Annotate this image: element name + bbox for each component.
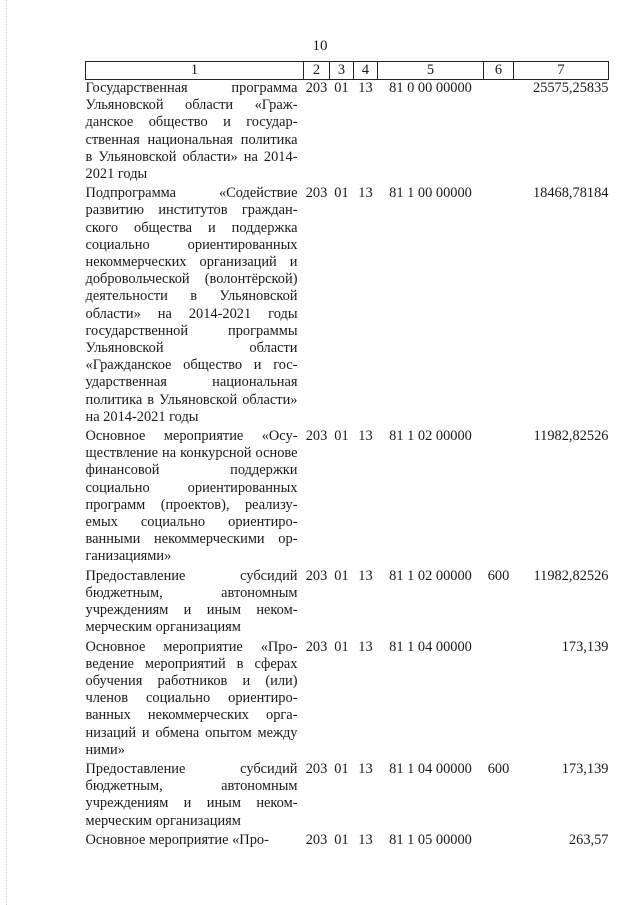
subsection-code: 13 [358,567,373,584]
subsection-code: 13 [358,80,373,96]
column-header: 2 [304,62,330,80]
column-header: 1 [86,62,304,80]
amount: 11982,82526 [533,567,609,584]
table-row [86,639,609,761]
target-article-code: 81 1 04 00000 [389,638,472,655]
table-row [86,761,609,832]
amount: 18468,78184 [532,185,609,202]
binding-edge-line [6,0,7,905]
table-row [86,80,609,186]
expense-type-code [484,832,514,851]
ministry-code: 203 [305,831,328,848]
target-article-code: 81 1 04 00000 [389,760,472,777]
section-code: 01 [334,428,349,445]
target-article-code: 81 0 00 00000 [389,80,472,96]
ministry-code: 203 [305,185,328,202]
item-name: Основное мероприятие «Про- [85,831,269,848]
amount: 173,139 [561,638,609,655]
column-header: 5 [378,62,484,80]
expense-type-code: 600 [487,567,510,584]
ministry-code: 203 [305,760,328,777]
subsection-code: 13 [358,638,373,655]
item-name: Государственная программа Ульяновской области «Гражданское общество и государственная национальная политика в Ульяновской области» на 2014-2021 годы [85,80,298,183]
ministry-code: 203 [305,428,328,445]
ministry-code: 203 [305,638,328,655]
amount: 173,139 [561,760,609,777]
section-code: 01 [334,80,349,96]
ministry-code: 203 [305,567,328,584]
target-article-code: 81 1 00 00000 [389,185,472,202]
column-header: 3 [330,62,354,80]
column-header: 7 [514,62,609,80]
target-article-code: 81 1 02 00000 [389,567,472,584]
section-code: 01 [334,760,349,777]
table-header-row [86,62,609,80]
column-header: 4 [354,62,378,80]
target-article-code: 81 1 05 00000 [389,831,472,848]
table-row [86,832,609,851]
subsection-code: 13 [358,831,373,848]
column-header: 6 [484,62,514,80]
expense-type-code [484,428,514,568]
amount: 11982,82526 [533,428,609,445]
expense-type-code [484,80,514,186]
budget-table [85,61,609,851]
page-number: 10 [312,38,328,54]
subsection-code: 13 [358,185,373,202]
expense-type-code [484,639,514,761]
amount: 25575,25835 [532,80,609,96]
expense-type-code [484,185,514,428]
item-name: Предоставление субсидий бюджетным, автономным учреждениям и иным некоммерческим организациям [85,760,298,829]
expense-type-code: 600 [487,760,510,777]
item-name: Подпрограмма «Содействие развитию институтов гражданского общества и поддержка социально ориентированных некоммерческих организаций и добровольческой (волонтёрской) деятельности в Ульяновской области» на 2014-2021 годы государственной программы Ульяновской области «Гражданское общество и государственная национальная политика в Ульяновской области» на 2014-2021 годы [85,185,298,425]
section-code: 01 [334,638,349,655]
section-code: 01 [334,567,349,584]
table-row [86,568,609,639]
ministry-code: 203 [305,80,328,96]
target-article-code: 81 1 02 00000 [389,428,472,445]
subsection-code: 13 [358,760,373,777]
section-code: 01 [334,831,349,848]
item-name: Предоставление субсидий бюджетным, автономным учреждениям и иным некоммерческим организациям [85,567,298,636]
table-row [86,428,609,568]
amount: 263,57 [568,831,609,848]
table-row [86,185,609,428]
subsection-code: 13 [358,428,373,445]
item-name: Основное мероприятие «Проведение мероприятий в сферах обучения работников и (или) членов социально ориентированных некоммерческих организаций и обмена опытом между ними» [85,638,298,758]
item-name: Основное мероприятие «Осуществление на конкурсной основе финансовой поддержки социально ориентированных программ (проектов), реализуемых социально ориентированными некоммерческими организациями» [85,428,298,565]
section-code: 01 [334,185,349,202]
